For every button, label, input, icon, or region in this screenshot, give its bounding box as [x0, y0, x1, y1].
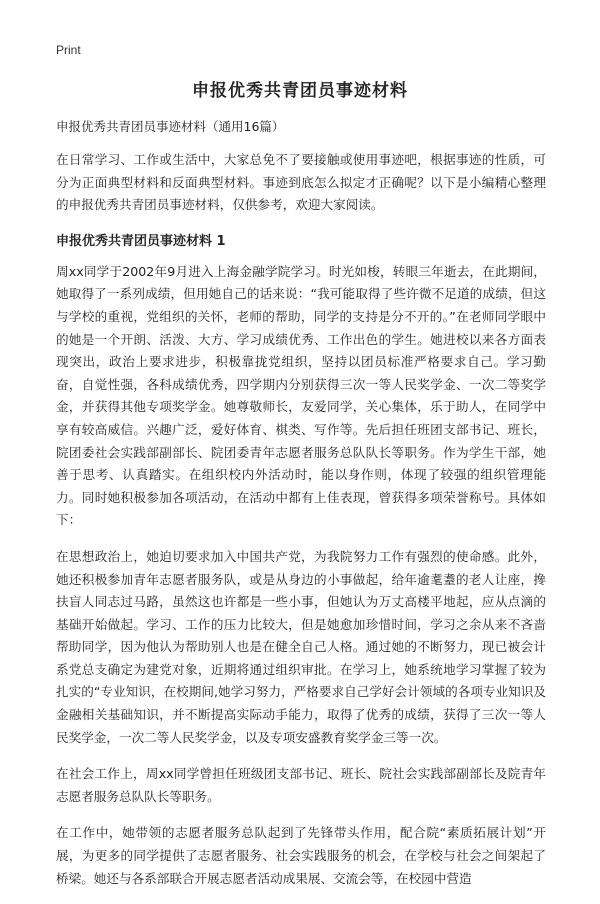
- body-paragraph-2: 在思想政治上，她迫切要求加入中国共产党，为我院努力工作有强烈的使命感。此外，她还积极参加青年志愿者服务队，或是从身边的小事做起，给年逾耄耋的老人让座，搀扶盲人同志过马路，虽然这也许都是一些小事，但她认为万丈高楼平地起，应从点滴的基础开始做起。学习、工作的压力比较大，但是她愈加珍惜时间，学习之余从来不吝啬帮助同学，因为他认为帮助别人也是在健全自己人格。通过她的不断努力，现已被会计系党总支确定为建党对象，近期将通过组织审批。在学习上，她系统地学习掌握了较为扎实的“专业知识，在校期间,她学习努力，严格要求自己学好会计领域的各项专业知识及金融相关基础知识，并不断提高实际动手能力，取得了优秀的成绩，获得了三次一等人民奖学金，一次二等人民奖学金，以及专项安盛教育奖学金三等一次。: [56, 548, 546, 745]
- intro-paragraph: 在日常学习、工作或生活中，大家总免不了要接触或使用事迹吧，根据事迹的性质，可分为正面典型材料和反面典型材料。事迹到底怎么拟定才正确呢？以下是小编精心整理的申报优秀共青团员事迹材料，仅供参考，欢迎大家阅读。: [56, 152, 546, 213]
- document-title: 申报优秀共青团员事迹材料: [192, 81, 408, 101]
- document-subtitle: 申报优秀共青团员事迹材料（通用16篇）: [56, 119, 285, 134]
- body-paragraph-3: 在社会工作上，周xx同学曾担任班级团支部书记、班长、院社会实践部副部长及院青年志愿者服务总队队长等职务。: [56, 766, 546, 804]
- body-paragraph-1: 周xx同学于2002年9月进入上海金融学院学习。时光如梭，转眼三年逝去，在此期间，她取得了一系列成绩，但用她自己的话来说：“我可能取得了些许微不足道的成绩，但这与学校的重视，党组织的关怀，老师的帮助，同学的支持是分不开的。”在老师同学眼中的她是一个开朗、活泼、大方、学习成绩优秀、工作出色的学生。她进校以来各方面表现突出，政治上要求进步，积极靠拢党组织，坚持以团员标准严格要求自己。学习勤奋，自觉性强，各科成绩优秀，四学期内分别获得三次一等人民奖学金、一次二等奖学金，并获得其他专项奖学金。她尊敬师长，友爱同学，关心集体，乐于助人，在同学中享有较高威信。兴趣广泛，爱好体育、棋类、写作等。先后担任班团支部书记、班长，院团委社会实践部副部长、院团委青年志愿者服务总队队长等职务。作为学生干部，她善于思考、认真踏实。在组织校内外活动时，能以身作则，体现了较强的组织管理能力。同时她积极参加各项活动，在活动中都有上佳表现，曾获得多项荣誉称号。具体如下：: [56, 263, 546, 528]
- print-link[interactable]: Print: [56, 43, 81, 57]
- body-paragraph-4: 在工作中，她带领的志愿者服务总队起到了先锋带头作用，配合院“素质拓展计划”开展，为更多的同学提供了志愿者服务、社会实践服务的机会，在学校与社会之间架起了桥梁。她还与各系部联合开展志愿者活动成果展、交流会等，在校园中营造: [56, 825, 546, 886]
- section-heading: 申报优秀共青团员事迹材料 1: [56, 233, 226, 249]
- document-body: [56, 149, 546, 904]
